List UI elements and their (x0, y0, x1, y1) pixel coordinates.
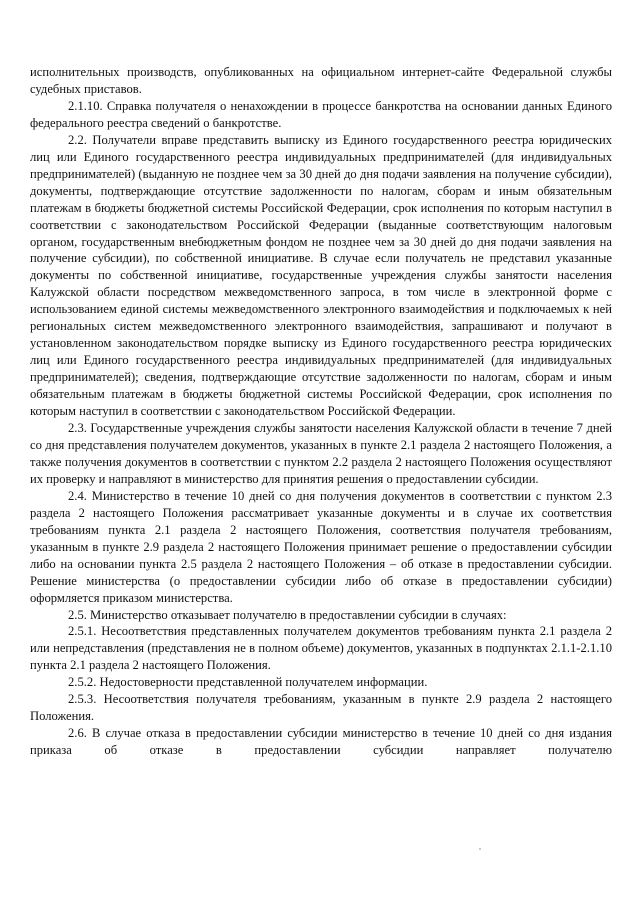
document-body (30, 64, 612, 759)
paragraph-2-1-10: 2.1.10. Справка получателя о ненахождении в процессе банкротства на основании данных Единого федерального реестра сведений о банкротстве. (30, 98, 612, 130)
paragraph-2-4: 2.4. Министерство в течение 10 дней со дня получения документов в соответствии с пунктом 2.3 раздела 2 настоящего Положения рассматривает указанные документы и в случае их соответствия требованиям пункта 2.1 раздела 2 настоящего Положения, соответствия получателя требованиям, указанным в пункте 2.9 раздела 2 настоящего Положения принимает решение о предоставлении субсидии либо на основании пункта 2.5 раздела 2 настоящего Положения – об отказе в предоставлении субсидии. Решение министерства (о предоставлении субсидии либо об отказе в предоставлении субсидии) оформляется приказом министерства. (30, 488, 612, 605)
paragraph-continuation: исполнительных производств, опубликованных на официальном интернет-сайте Федеральной службы судебных приставов. (30, 65, 612, 96)
paragraph-2-5: 2.5. Министерство отказывает получателю в предоставлении субсидии в случаях: (68, 607, 507, 622)
paragraph-2-3: 2.3. Государственные учреждения службы занятости населения Калужской области в течение 7 дней со дня представления получателем документов, указанных в пункте 2.1 раздела 2 настоящего Положения, а также получения документов в соответствии с пунктом 2.2 раздела 2 настоящего Положения осуществляют их проверку и направляют в министерство для принятия решения о предоставлении субсидии. (30, 421, 612, 486)
paragraph-2-5-2: 2.5.2. Недостоверности представленной получателем информации. (68, 675, 428, 690)
paragraph-2-5-3: 2.5.3. Несоответствия получателя требованиям, указанным в пункте 2.9 раздела 2 настоящего Положения. (30, 692, 612, 724)
paragraph-2-2: 2.2. Получатели вправе представить выписку из Единого государственного реестра юридических лиц или Единого государственного реестра индивидуальных предпринимателей (для индивидуальных предпринимателей) (выданную не позднее чем за 30 дней до дня подачи заявления на получение субсидии), документы, подтверждающие отсутствие задолженности по налогам, сборам и иным обязательным платежам в бюджеты бюджетной системы Российской Федерации, срок исполнения по которым наступил в соответствии с законодательством Российской Федерации (выданные соответствующим налоговым органом, государственным внебюджетным фондом не позднее чем за 30 дней до дня подачи заявления на получение субсидии), по собственной инициативе. В случае если получатель не представил указанные документы по собственной инициативе, государственные учреждения службы занятости населения Калужской области посредством межведомственного запроса, в том числе в электронной форме с использованием единой системы межведомственного электронного взаимодействия и подключаемых к ней региональных систем межведомственного электронного взаимодействия, запрашивают и получают в установленном законодательством порядке выписку из Единого государственного реестра юридических лиц или Единого государственного реестра индивидуальных предпринимателей (для индивидуальных предпринимателей); сведения, подтверждающие отсутствие задолженности по налогам, сборам и иным обязательным платежам в бюджеты бюджетной системы Российской Федерации, срок исполнения по которым наступил в соответствии с законодательством Российской Федерации. (30, 132, 612, 419)
paragraph-2-5-1: 2.5.1. Несоответствия представленных получателем документов требованиям пункта 2.1 раздела 2 или непредставления (представления не в полном объеме) документов, указанных в подпунктах 2.1.1-2.1.10 пункта 2.1 раздела 2 настоящего Положения. (30, 624, 612, 673)
scan-speck (479, 848, 481, 850)
paragraph-2-6: 2.6. В случае отказа в предоставлении субсидии министерство в течение 10 дней со дня издания приказа об отказе в предоставлении субсидии направляет получателю (30, 726, 612, 758)
